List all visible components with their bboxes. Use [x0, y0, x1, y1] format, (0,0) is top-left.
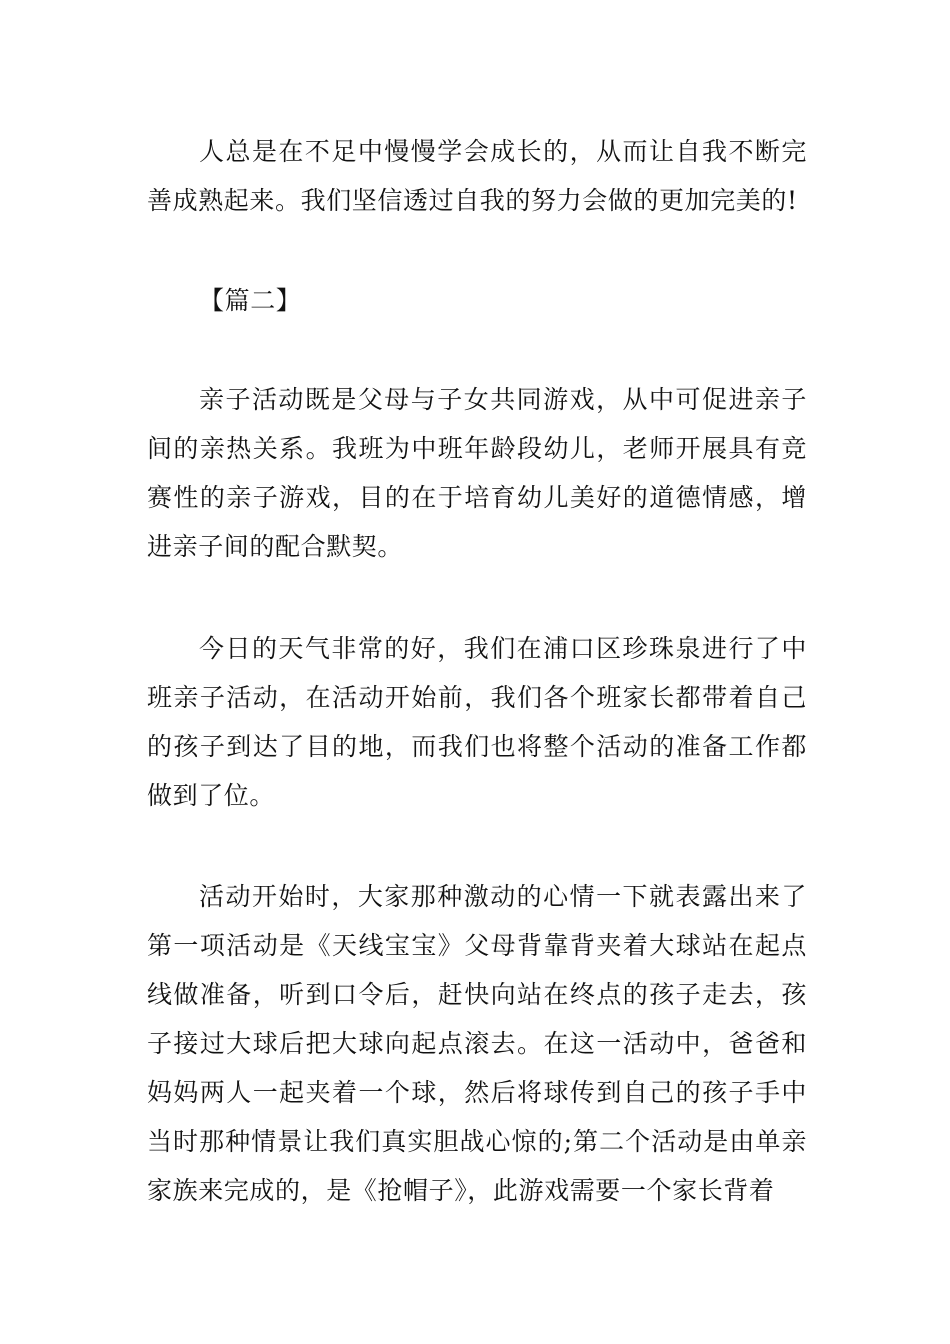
- paragraph-conclusion: 人总是在不足中慢慢学会成长的，从而让自我不断完善成熟起来。我们坚信透过自我的努力会做的更加完美的!: [147, 137, 807, 215]
- section-heading: 【篇二】: [199, 286, 302, 315]
- paragraph-weather: 今日的天气非常的好，我们在浦口区珍珠泉进行了中班亲子活动，在活动开始前，我们各个班家长都带着自己的孩子到达了目的地，而我们也将整个活动的准备工作都做到了位。: [147, 634, 807, 810]
- paragraph-intro: 亲子活动既是父母与子女共同游戏，从中可促进亲子间的亲热关系。我班为中班年龄段幼儿，老师开展具有竞赛性的亲子游戏，目的在于培育幼儿美好的道德情感，增进亲子间的配合默契。: [147, 385, 807, 561]
- paragraph-activities: 活动开始时，大家那种激动的心情一下就表露出来了第一项活动是《天线宝宝》父母背靠背夹着大球站在起点线做准备，听到口令后，赶快向站在终点的孩子走去，孩子接过大球后把大球向起点滚去。在这一活动中，爸爸和妈妈两人一起夹着一个球，然后将球传到自己的孩子手中当时那种情景让我们真实胆战心惊的;第二个活动是由单亲家族来完成的，是《抢帽子》，此游戏需要一个家长背着: [147, 882, 807, 1205]
